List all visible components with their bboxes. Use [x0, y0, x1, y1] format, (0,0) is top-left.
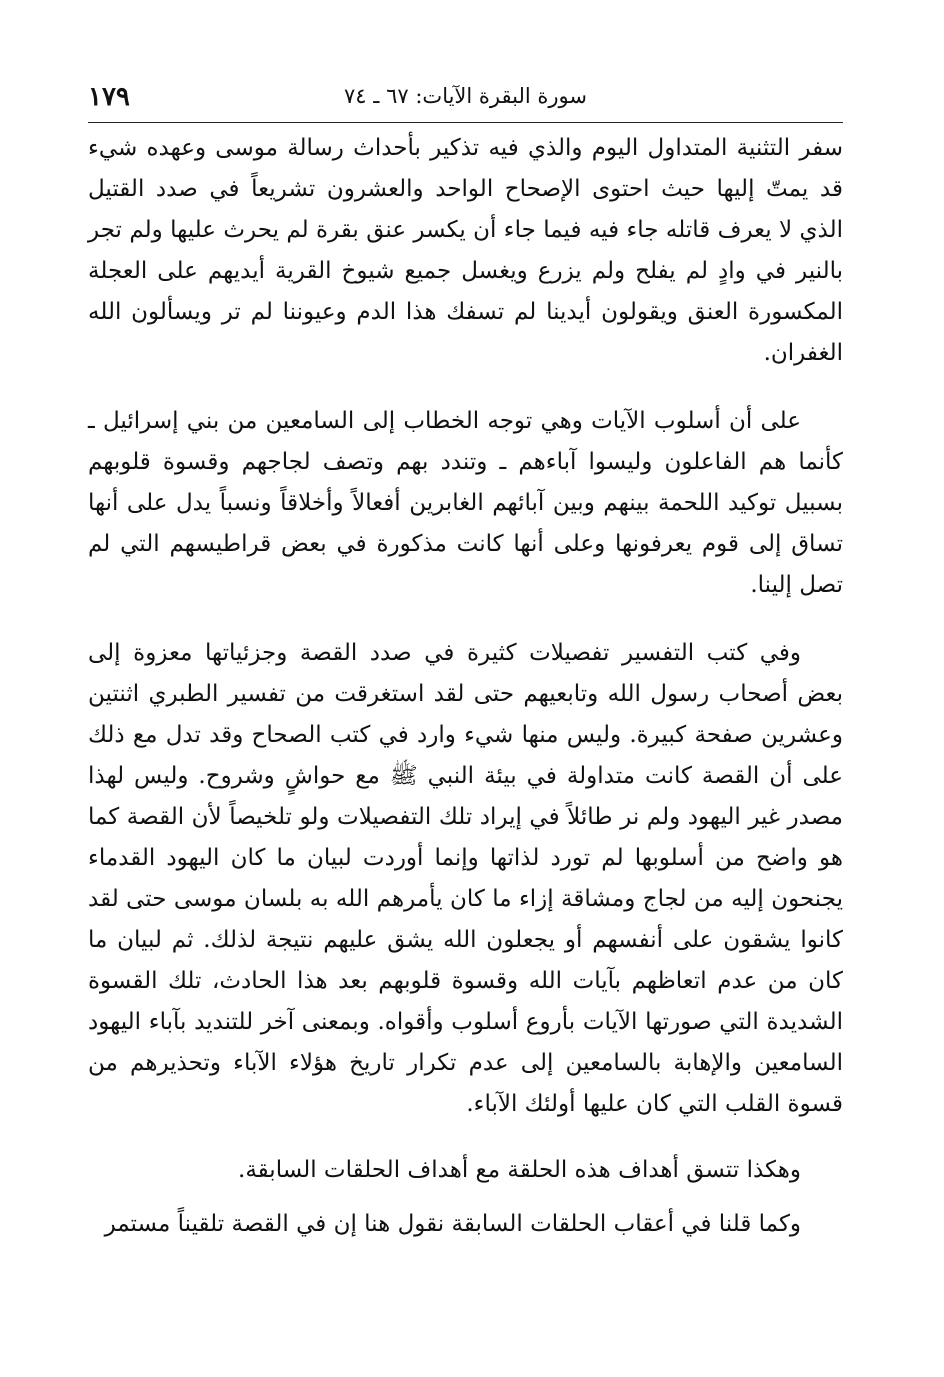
paragraph: وهكذا تتسق أهداف هذه الحلقة مع أهداف الحلقات السابقة. — [238, 1157, 801, 1183]
running-title: سورة البقرة الآيات: ٦٧ ـ ٧٤ — [344, 84, 587, 108]
body-text — [88, 128, 843, 1245]
paragraph: وكما قلنا في أعقاب الحلقات السابقة نقول هنا إن في القصة تلقيناً مستمر — [104, 1211, 801, 1237]
page-header — [88, 80, 843, 122]
paragraph-continuation: سفر التثنية المتداول اليوم والذي فيه تذكير بأحداث رسالة موسى وعهده شيء قد يمتّ إليها حيث احتوى الإصحاح الواحد والعشرون تشريعاً في صدد القتيل الذي لا يعرف قاتله جاء فيه فيما جاء أن يكسر عنق بقرة لم يحرث عليها ولم تجر بالنير في وادٍ لم يفلح ولم يزرع ويغسل جميع شيوخ القرية أيديهم على العجلة المكسورة العنق ويقولون أيدينا لم تسفك هذا الدم وعيوننا لم تر ويسألون الله الغفران. — [88, 135, 843, 366]
page-number: ١٧٩ — [88, 82, 130, 112]
paragraph: على أن أسلوب الآيات وهي توجه الخطاب إلى السامعين من بني إسرائيل ـ كأنما هم الفاعلون وليسوا آباءهم ـ وتندد بهم وتصف لجاجهم وقسوة قلوبهم بسبيل توكيد اللحمة بينهم وبين آبائهم الغابرين أفعالاً وأخلاقاً ونسباً يدل على أنها تساق إلى قوم يعرفونها وعلى أنها كانت مذكورة في بعض قراطيسهم التي لم تصل إلينا. — [88, 408, 843, 598]
header-divider — [88, 122, 843, 123]
paragraph: وفي كتب التفسير تفصيلات كثيرة في صدد القصة وجزئياتها معزوة إلى بعض أصحاب رسول الله وتابعيهم حتى لقد استغرقت من تفسير الطبري اثنتين وعشرين صفحة كبيرة. وليس منها شيء وارد في كتب الصحاح وقد تدل مع ذلك على أن القصة كانت متداولة في بيئة النبي ﷺ مع حواشٍ وشروح. وليس لهذا مصدر غير اليهود ولم نر طائلاً في إيراد تلك التفصيلات ولو تلخيصاً لأن القصة كما هو واضح من أسلوبها لم تورد لذاتها وإنما أوردت لبيان ما كان اليهود القدماء يجنحون إليه من لجاج ومشاقة إزاء ما كان يأمرهم الله به بلسان موسى حتى لقد كانوا يشقون على أنفسهم أو يجعلون الله يشق عليهم نتيجة لذلك. ثم لبيان ما كان من عدم اتعاظهم بآيات الله وقسوة قلوبهم بعد هذا الحادث، تلك القسوة الشديدة التي صورتها الآيات بأروع أسلوب وأقواه. وبمعنى آخر للتنديد بآباء اليهود السامعين والإهابة بالسامعين إلى عدم تكرار تاريخ هؤلاء الآباء وتحذيرهم من قسوة القلب التي كان عليها أولئك الآباء. — [88, 640, 843, 1117]
